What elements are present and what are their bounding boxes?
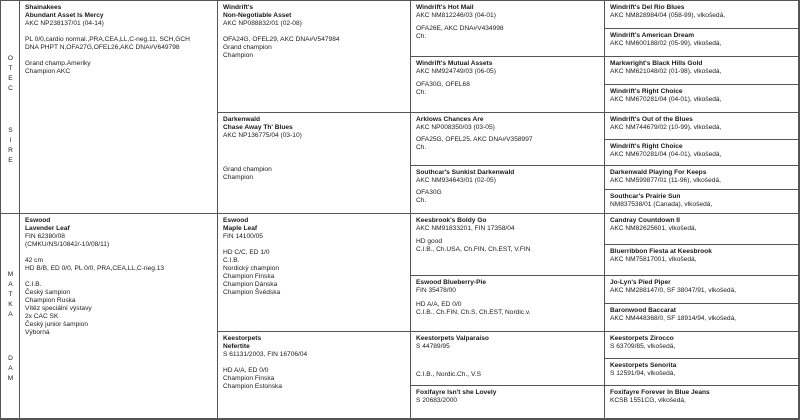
ancestor-cell bbox=[605, 245, 799, 276]
great-grandparent-cell bbox=[411, 166, 605, 214]
ancestor-registration: AKC NM75817001, vlkošedá, bbox=[610, 256, 697, 263]
great-grandparent-health: OFA25G, OFEL25, AKC DNA#V358997 bbox=[416, 136, 533, 143]
great-grandparent-cell bbox=[411, 332, 605, 386]
great-grandparent-registration: S 44789/95 bbox=[416, 343, 450, 350]
ancestor-cell bbox=[605, 276, 799, 304]
sire-side-label bbox=[1, 1, 20, 214]
great-grandparent-registration: S 20683/2000 bbox=[416, 397, 458, 404]
ancestor-registration: AKC NM828984/04 (058-99), vlkošedá, bbox=[610, 12, 726, 19]
great-grandparent-name: Foxifayre Isn't she Lovely bbox=[416, 389, 497, 396]
ancestor-registration: NM837538/01 (Canada), vlkošedá, bbox=[610, 201, 713, 208]
ancestor-registration: AKC NM744679/02 (10-99), vlkošedá, bbox=[610, 124, 722, 131]
side-letter: S bbox=[8, 127, 13, 134]
grandparent-titles: Grand champion Champion bbox=[223, 166, 272, 181]
ancestor-cell bbox=[605, 332, 799, 359]
dam-titles: C.I.B. Český šampion Champion Ruska Vítěz speciální výstavy 2x CAC SK Český junior šampion Výborná bbox=[25, 281, 92, 336]
great-grandparent-cell bbox=[411, 113, 605, 166]
ancestor-cell bbox=[605, 85, 799, 113]
ancestor-name: Windrift's Del Rio Blues bbox=[610, 4, 685, 11]
grandparent-name: Eswood Maple Leaf bbox=[223, 217, 258, 232]
sire-health: PL 0/0,cardio normal.,PRA,CEA,LL,C-neg.11, SCH,GCH DNA PHPT N,OFA27G,OFEL26,AKC DNA#V649798 bbox=[25, 36, 190, 51]
great-grandparent-health: HD good bbox=[416, 238, 443, 245]
sire-cell bbox=[20, 1, 218, 214]
side-letter: T bbox=[8, 291, 13, 298]
ancestor-registration: AKC NM288147/0, SF 38047/91, vlkošedá, bbox=[610, 287, 737, 294]
ancestor-name: Jo-Lyn's Pied Piper bbox=[610, 279, 671, 286]
great-grandparent-name: Southcar's Sunkist Darkenwald bbox=[416, 169, 515, 176]
great-grandparent-cell bbox=[411, 386, 605, 419]
ancestor-registration: S 63709/85, vlkošedá, bbox=[610, 343, 676, 350]
ancestor-cell bbox=[605, 57, 799, 85]
great-grandparent-titles: C.I.B., Nordic.Ch., V.S bbox=[416, 371, 481, 378]
side-letter: D bbox=[8, 355, 13, 362]
great-grandparent-titles: Ch. bbox=[416, 89, 427, 96]
grandparent-cell bbox=[218, 113, 411, 214]
great-grandparent-registration: AKC NM934643/01 (02-05) bbox=[416, 177, 496, 184]
side-letter: A bbox=[8, 281, 13, 288]
side-letter: C bbox=[8, 85, 13, 92]
side-letter: O bbox=[7, 55, 14, 62]
grandparent-name: Windrift's Non-Negotiable Asset bbox=[223, 4, 292, 19]
ancestor-name: Keestorpets Zirocco bbox=[610, 335, 674, 342]
ancestor-registration: AKC NM670281/04 (04-01), vlkošedá, bbox=[610, 151, 722, 158]
side-letter: R bbox=[8, 147, 13, 154]
grandparent-registration: AKC NP088832/01 (02-08) bbox=[223, 20, 302, 27]
side-letter: A bbox=[8, 365, 13, 372]
dam-registration: FIN 62380/08 (CMKU/NS/10842/-10/08/11) bbox=[25, 233, 110, 248]
grandparent-health: HD A/A, ED 0/0 bbox=[223, 367, 269, 374]
grandparent-titles: Champion Finska Champion Estonska bbox=[223, 375, 283, 390]
grandparent-registration: FIN 14100/05 bbox=[223, 233, 263, 240]
ancestor-cell bbox=[605, 1, 799, 29]
ancestor-name: Windrift's Out of the Blues bbox=[610, 116, 693, 123]
grandparent-cell bbox=[218, 1, 411, 113]
grandparent-name: Keestorpets Nefertite bbox=[223, 335, 262, 350]
great-grandparent-titles: Ch. bbox=[416, 197, 427, 204]
ancestor-cell bbox=[605, 140, 799, 166]
dam-side-label bbox=[1, 214, 20, 419]
ancestor-cell bbox=[605, 304, 799, 332]
great-grandparent-health: OFA26E, AKC DNA#V434998 bbox=[416, 25, 504, 32]
side-letter: T bbox=[8, 65, 13, 72]
great-grandparent-cell bbox=[411, 1, 605, 57]
great-grandparent-titles: Ch. bbox=[416, 144, 427, 151]
sire-name: Shainakees Abundant Asset Is Mercy bbox=[25, 4, 104, 19]
side-letter: M bbox=[7, 375, 14, 382]
ancestor-cell bbox=[605, 29, 799, 57]
great-grandparent-name: Keesbrook's Boldy Go bbox=[416, 217, 487, 224]
grandparent-name: Darkenwald Chase Away Th' Blues bbox=[223, 116, 293, 131]
great-grandparent-cell bbox=[411, 214, 605, 276]
great-grandparent-name: Windrift's Hot Mail bbox=[416, 4, 474, 11]
ancestor-name: Candray Countdown II bbox=[610, 217, 680, 224]
side-letter: E bbox=[8, 157, 13, 164]
grandparent-cell bbox=[218, 214, 411, 332]
ancestor-cell bbox=[605, 166, 799, 190]
ancestor-cell bbox=[605, 190, 799, 214]
ancestor-name: Windrift's Right Choice bbox=[610, 88, 683, 95]
ancestor-registration: AKC NM82625601, vlkošedá, bbox=[610, 225, 697, 232]
ancestor-cell bbox=[605, 214, 799, 245]
ancestor-name: Baronwood Baccarat bbox=[610, 307, 676, 314]
dam-size: 42 cm bbox=[25, 257, 43, 264]
ancestor-name: Darkenwald Playing For Keeps bbox=[610, 169, 707, 176]
great-grandparent-name: Keestorpets Valparaiso bbox=[416, 335, 489, 342]
grandparent-health: HD C/C, ED 1/0 bbox=[223, 249, 270, 256]
great-grandparent-registration: AKC NM91833201, FIN 17358/04 bbox=[416, 225, 515, 232]
side-letter: I bbox=[9, 137, 12, 144]
great-grandparent-titles: C.I.B., Ch.FIN, Ch.S, Ch.EST, Nordic.v. bbox=[416, 309, 531, 316]
side-letter: M bbox=[7, 271, 14, 278]
ancestor-name: Windrift's Right Choice bbox=[610, 143, 683, 150]
side-letter: E bbox=[8, 75, 13, 82]
grandparent-cell bbox=[218, 332, 411, 419]
great-grandparent-registration: AKC NM924749/03 (06-05) bbox=[416, 68, 496, 75]
great-grandparent-registration: AKC NP008350/03 (03-05) bbox=[416, 124, 495, 131]
great-grandparent-name: Eswood Blueberry-Pie bbox=[416, 279, 486, 286]
sire-titles: Grand champ.Ameriky Champion AKC bbox=[25, 60, 91, 75]
great-grandparent-health: OFA30G bbox=[416, 189, 442, 196]
ancestor-name: Markwright's Black Hills Gold bbox=[610, 60, 703, 67]
dam-cell bbox=[20, 214, 218, 419]
dam-name: Eswood Lavender Leaf bbox=[25, 217, 70, 232]
ancestor-name: Foxifayre Forever In Blue Jeans bbox=[610, 389, 710, 396]
ancestor-registration: AKC NM448368/0, SF 18914/94, vlkošedá, bbox=[610, 315, 737, 322]
great-grandparent-registration: FIN 35478/00 bbox=[416, 287, 456, 294]
ancestor-cell bbox=[605, 113, 799, 140]
ancestor-registration: AKC NM600188/02 (05-99), vlkošedá, bbox=[610, 40, 722, 47]
sire-registration: AKC NP238137/01 (04-14) bbox=[25, 20, 104, 27]
ancestor-cell bbox=[605, 386, 799, 419]
great-grandparent-name: Arklows Chances Are bbox=[416, 116, 484, 123]
ancestor-registration: AKC NM670281/04 (04-01), vlkošedá, bbox=[610, 96, 722, 103]
great-grandparent-name: Windrift's Mutual Assets bbox=[416, 60, 493, 67]
ancestor-registration: AKC NM599877/01 (11-96), vlkošedá, bbox=[610, 177, 721, 184]
ancestor-name: Southcar's Prairie Sun bbox=[610, 193, 681, 200]
great-grandparent-cell bbox=[411, 57, 605, 113]
great-grandparent-registration: AKC NM812246/03 (04-01) bbox=[416, 12, 496, 19]
great-grandparent-titles: C.I.B., Ch.USA, Ch.FIN, Ch.EST, V.FIN bbox=[416, 246, 531, 253]
grandparent-registration: AKC NP136775/04 (03-10) bbox=[223, 132, 302, 139]
grandparent-titles: Grand champion Champion bbox=[223, 44, 272, 59]
ancestor-name: Keestorpets Senorita bbox=[610, 362, 677, 369]
dam-health: HD B/B, ED 0/0, PL 0/0, PRA,CEA,LL,C-neg.13 bbox=[25, 265, 165, 272]
great-grandparent-health: HD A/A, ED 0/0 bbox=[416, 301, 462, 308]
ancestor-registration: S 12591/94, vlkošedá, bbox=[610, 370, 676, 377]
ancestor-name: Windrift's American Dream bbox=[610, 32, 695, 39]
great-grandparent-cell bbox=[411, 276, 605, 332]
ancestor-registration: KCSB 1551CG, vlkošedá, bbox=[610, 397, 686, 404]
ancestor-name: Bluerribbon Fiesta at Keesbrook bbox=[610, 248, 712, 255]
great-grandparent-health: OFA30G, OFEL68 bbox=[416, 81, 470, 88]
grandparent-registration: S 61131/2003, FIN 16706/04 bbox=[223, 351, 308, 358]
side-letter: K bbox=[8, 301, 13, 308]
ancestor-registration: AKC NM621048/02 (01-98), vlkošedá, bbox=[610, 68, 722, 75]
grandparent-health: OFA24G, OFEL29, AKC DNA#V547984 bbox=[223, 36, 340, 43]
ancestor-cell bbox=[605, 359, 799, 386]
grandparent-titles: C.I.B. Nordický champion Champion Finska Champion Dánska Champion Švédska bbox=[223, 257, 281, 296]
great-grandparent-titles: Ch. bbox=[416, 33, 427, 40]
side-letter: A bbox=[8, 311, 13, 318]
